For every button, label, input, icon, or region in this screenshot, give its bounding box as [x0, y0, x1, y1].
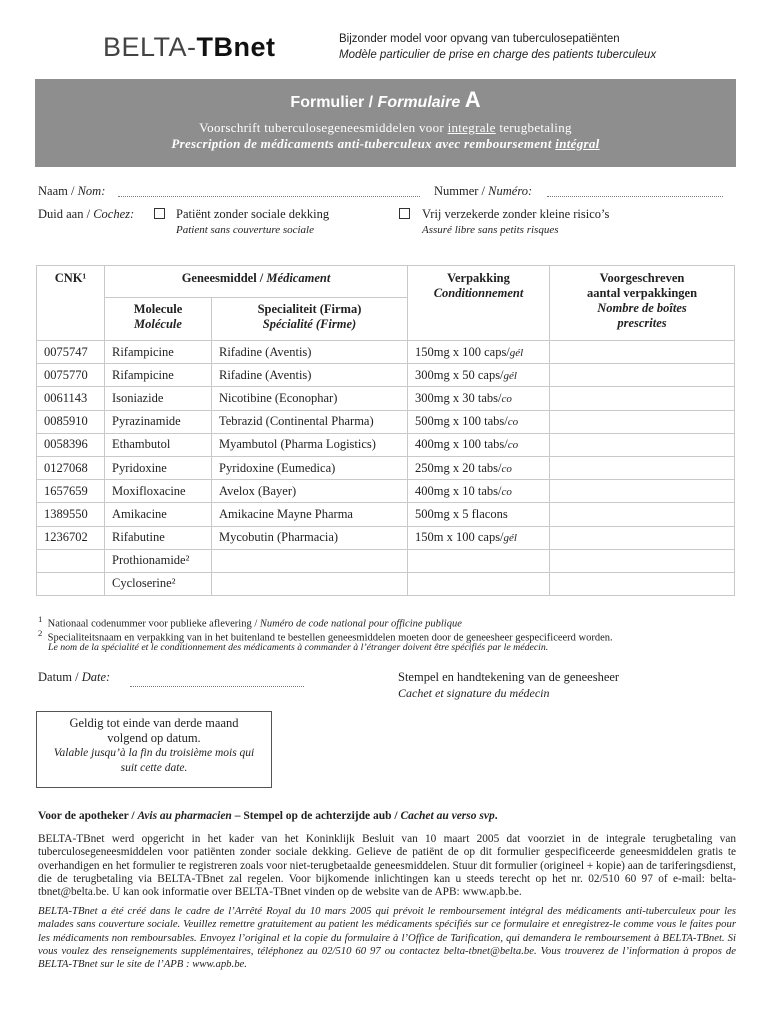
stamp-label-nl: Stempel en handtekening van de geneesheer [398, 670, 620, 684]
validity-nl-line1: Geldig tot einde van derde maand [69, 716, 239, 730]
info-paragraph-fr: BELTA-TBnet a été créé dans le cadre de l’Arrêté Royal du 10 mars 2005 qui prévoit le remboursement intégral des médicaments anti-tuberculeux pour les malades sans couverture sociale. Veuillez remettre gratuitement au patient les médicaments spécifiés sur ce formulaire et enregistrez-le comme vous le faites pour les médicaments non remboursables. Envoyez l’original et la copie du formulaire à l’Office de Tarification, qui demandera le remboursement à BELTA-TBnet. Si vous voulez des renseignements supplémentaires, téléphonez au 02/510 60 97 ou contactez belta-tbnet@belta.be. Vous trouverez de l’information à propos de BELTA-TBnet sur le site de l’APB : www.apb.be. [38, 905, 736, 971]
logo-left: BELTA- [103, 32, 197, 62]
molecule-cell: Rifabutine [105, 526, 212, 549]
name-label-nl: Naam / [38, 184, 78, 198]
date-field[interactable] [130, 686, 304, 687]
form-subtitle-nl [35, 120, 736, 136]
header-molecule-nl: Molecule [133, 302, 183, 316]
option1-label-nl: Patiënt zonder sociale dekking [176, 207, 330, 221]
validity-fr-line1: Valable jusqu’à la fin du troisième mois qui [53, 747, 255, 759]
form-subtitle-fr [35, 136, 736, 152]
pharmacist-notice [38, 810, 498, 822]
molecule-cell: Pyrazinamide [105, 410, 212, 433]
footnote-2-number: 2 [38, 628, 43, 638]
header-cnk: CNK¹ [37, 266, 105, 341]
option2-label-fr: Assuré libre sans petits risques [422, 224, 559, 236]
packaging-cell [408, 480, 550, 503]
speciality-cell: Avelox (Bayer) [212, 480, 408, 503]
packaging-text: 300mg x 50 caps/ [415, 367, 504, 382]
subtitle-nl-underlined: integrale [447, 120, 496, 135]
footnote-1-nl: Nationaal codenummer voor publieke aflevering / [47, 618, 260, 630]
validity-nl-line2: volgend op datum. [107, 731, 201, 745]
header-speciality [212, 298, 408, 341]
packaging-text: 150m x 100 caps/ [415, 530, 504, 545]
header-medication-nl: Geneesmiddel / [181, 271, 267, 285]
packaging-cell [408, 410, 550, 433]
packaging-cell [408, 341, 550, 364]
number-label [434, 184, 532, 199]
speciality-cell: Amikacine Mayne Pharma [212, 503, 408, 526]
cnk-cell: 1236702 [37, 526, 105, 549]
packaging-text: 250mg x 20 tabs/ [415, 460, 502, 475]
header-packaging-fr: Conditionnement [433, 286, 524, 300]
table-row [37, 503, 735, 526]
header-medication-fr: Médicament [266, 271, 331, 285]
footnote-1-number: 1 [38, 614, 43, 624]
prescribed-count-cell[interactable] [550, 364, 735, 387]
packaging-cell [408, 526, 550, 549]
table-row [37, 549, 735, 572]
form-title-nl: Formulier / [290, 94, 378, 111]
number-label-nl: Nummer / [434, 184, 489, 198]
header-speciality-fr: Spécialité (Firme) [262, 317, 357, 331]
molecule-cell: Rifampicine [105, 341, 212, 364]
packaging-cell [408, 549, 550, 572]
date-label-nl: Datum / [38, 670, 82, 684]
table-row [37, 480, 735, 503]
table-row [37, 341, 735, 364]
packaging-unit: co [501, 462, 512, 475]
name-field[interactable] [118, 196, 420, 197]
cnk-cell: 0061143 [37, 387, 105, 410]
name-label-fr: Nom: [77, 184, 106, 198]
packaging-unit: gél [503, 369, 517, 382]
validity-fr-line2: suit cette date. [120, 762, 188, 774]
cnk-cell: 0058396 [37, 433, 105, 456]
packaging-cell [408, 387, 550, 410]
molecule-cell: Prothionamide² [105, 549, 212, 572]
speciality-cell: Rifadine (Aventis) [212, 364, 408, 387]
option2-label-nl: Vrij verzekerde zonder kleine risico’s [422, 207, 610, 221]
speciality-cell: Myambutol (Pharma Logistics) [212, 433, 408, 456]
number-field[interactable] [547, 196, 723, 197]
header-prescribed-count [550, 266, 735, 341]
cnk-cell: 0075770 [37, 364, 105, 387]
header-medication [105, 266, 408, 298]
subtitle-fr-underlined: intégral [555, 136, 600, 151]
prescribed-count-cell[interactable] [550, 480, 735, 503]
header-packaging-nl: Verpakking [447, 271, 510, 285]
pharmacist-nl: Voor de apotheker / [38, 810, 138, 822]
pharmacist-fr: Avis au pharmacien [137, 810, 232, 822]
subtitle-nl-post: terugbetaling [495, 120, 572, 135]
molecule-cell: Pyridoxine [105, 456, 212, 479]
packaging-cell [408, 456, 550, 479]
molecule-cell: Ethambutol [105, 433, 212, 456]
prescribed-count-cell[interactable] [550, 503, 735, 526]
subtitle-fr-pre: Prescription de médicaments anti-tuberculeux avec remboursement [171, 136, 556, 151]
prescribed-count-cell[interactable] [550, 433, 735, 456]
header-count-fr2: prescrites [617, 316, 667, 330]
prescribed-count-cell[interactable] [550, 526, 735, 549]
number-label-fr: Numéro: [488, 184, 533, 198]
header-count-fr1: Nombre de boîtes [597, 301, 687, 315]
packaging-cell [408, 503, 550, 526]
cnk-cell [37, 572, 105, 595]
prescribed-count-cell[interactable] [550, 456, 735, 479]
check-label [38, 207, 134, 222]
table-row [37, 433, 735, 456]
validity-box [36, 711, 272, 788]
footnote-2-fr: Le nom de la spécialité et le conditionnement des médicaments à commander à l’étranger doivent être spécifiés par le médecin. [48, 642, 549, 653]
date-label-fr: Date: [81, 670, 111, 684]
no-social-coverage-checkbox[interactable] [154, 208, 165, 219]
logo-right: TBnet [196, 32, 276, 62]
speciality-cell [212, 549, 408, 572]
date-label [38, 670, 110, 685]
form-title [35, 87, 736, 113]
header-packaging [408, 266, 550, 341]
header-subtitle-nl: Bijzonder model voor opvang van tuberculosepatiënten [339, 33, 620, 45]
molecule-cell: Amikacine [105, 503, 212, 526]
prescribed-count-cell[interactable] [550, 410, 735, 433]
medication-table [36, 265, 735, 596]
packaging-text: 500mg x 5 flacons [415, 506, 508, 521]
packaging-text: 300mg x 30 tabs/ [415, 390, 502, 405]
footnote-2-nl: Specialiteitsnaam en verpakking van in het buitenland te bestellen geneesmiddelen moeten door de geneesheer gespecificeerd worden. [47, 632, 613, 644]
packaging-unit: co [507, 439, 519, 452]
packaging-unit: gél [503, 532, 517, 545]
speciality-cell: Nicotibine (Econophar) [212, 387, 408, 410]
cnk-cell: 0127068 [37, 456, 105, 479]
prescribed-count-cell[interactable] [550, 341, 735, 364]
cnk-cell: 1657659 [37, 480, 105, 503]
packaging-unit: co [501, 392, 512, 405]
cnk-cell: 0085910 [37, 410, 105, 433]
header-molecule [105, 298, 212, 341]
speciality-cell [212, 572, 408, 595]
table-row [37, 526, 735, 549]
packaging-text: 400mg x 10 tabs/ [415, 483, 502, 498]
form-letter: A [464, 87, 481, 112]
speciality-cell: Mycobutin (Pharmacia) [212, 526, 408, 549]
table-row [37, 364, 735, 387]
pharmacist-end: . [494, 810, 498, 822]
check-label-fr: Cochez: [93, 207, 135, 221]
header-subtitle-fr: Modèle particulier de prise en charge des patients tuberculeux [339, 49, 657, 61]
table-row [37, 387, 735, 410]
packaging-text: 150mg x 100 caps/ [415, 344, 510, 359]
header-speciality-nl: Specialiteit (Firma) [257, 302, 362, 316]
free-insured-checkbox[interactable] [399, 208, 410, 219]
molecule-cell: Rifampicine [105, 364, 212, 387]
packaging-cell [408, 433, 550, 456]
verso-fr: Cachet au verso svp [400, 810, 495, 822]
table-row [37, 456, 735, 479]
check-label-nl: Duid aan / [38, 207, 94, 221]
option1-label-fr: Patient sans couverture sociale [176, 224, 314, 236]
table-row [37, 410, 735, 433]
prescribed-count-cell[interactable] [550, 572, 735, 595]
cnk-cell: 0075747 [37, 341, 105, 364]
pharmacist-dash: – [231, 810, 244, 822]
packaging-unit: gél [509, 346, 524, 359]
molecule-cell: Cycloserine² [105, 572, 212, 595]
packaging-unit: co [507, 416, 519, 429]
header-molecule-fr: Molécule [134, 317, 182, 331]
medication-rows [37, 341, 735, 596]
cnk-cell: 1389550 [37, 503, 105, 526]
packaging-text: 400mg x 100 tabs/ [415, 437, 508, 452]
packaging-text: 500mg x 100 tabs/ [415, 414, 508, 429]
speciality-cell: Pyridoxine (Eumedica) [212, 456, 408, 479]
speciality-cell: Tebrazid (Continental Pharma) [212, 410, 408, 433]
prescribed-count-cell[interactable] [550, 387, 735, 410]
header-count-nl1: Voorgeschreven [599, 271, 685, 285]
subtitle-nl-pre: Voorschrift tuberculosegeneesmiddelen voor [199, 120, 448, 135]
packaging-unit: co [501, 485, 512, 498]
logo [103, 32, 276, 63]
name-label [38, 184, 105, 199]
cnk-cell [37, 549, 105, 572]
molecule-cell: Moxifloxacine [105, 480, 212, 503]
speciality-cell: Rifadine (Aventis) [212, 341, 408, 364]
prescribed-count-cell[interactable] [550, 549, 735, 572]
table-row [37, 572, 735, 595]
header-count-nl2: aantal verpakkingen [586, 286, 698, 300]
verso-nl: Stempel op de achterzijde aub / [243, 810, 401, 822]
packaging-cell [408, 572, 550, 595]
stamp-label-fr: Cachet et signature du médecin [398, 686, 550, 700]
form-title-fr: Formulaire [377, 94, 461, 111]
packaging-cell [408, 364, 550, 387]
info-paragraph-nl: BELTA-TBnet werd opgericht in het kader van het Koninklijk Besluit van 10 maart 2005 dat voorziet in de integrale terugbetaling van tuberculosegeneesmiddelen voor patiënten zonder sociale dekking. Gelieve de patiënt de op dit formulier gespecificeerde geneesmiddelen gratis te overhandigen en het formulier te registreren zoals voor niet-terugbetaalde geneesmiddelen. Stuur dit formulier (origineel + kopie) aan de tariferingsdienst, die de terugbetaling via BELTA-TBnet zal regelen. Voor bijkomende inlichtingen kan u steeds terecht op het nr. 02/510 60 97 of e-mail: belta-tbnet@belta.be. U kan ook informatie over BELTA-TBnet vinden op de website van de APB: www.apb.be. [38, 833, 736, 899]
footnote-1-fr: Numéro de code national pour officine publique [259, 618, 462, 630]
molecule-cell: Isoniazide [105, 387, 212, 410]
